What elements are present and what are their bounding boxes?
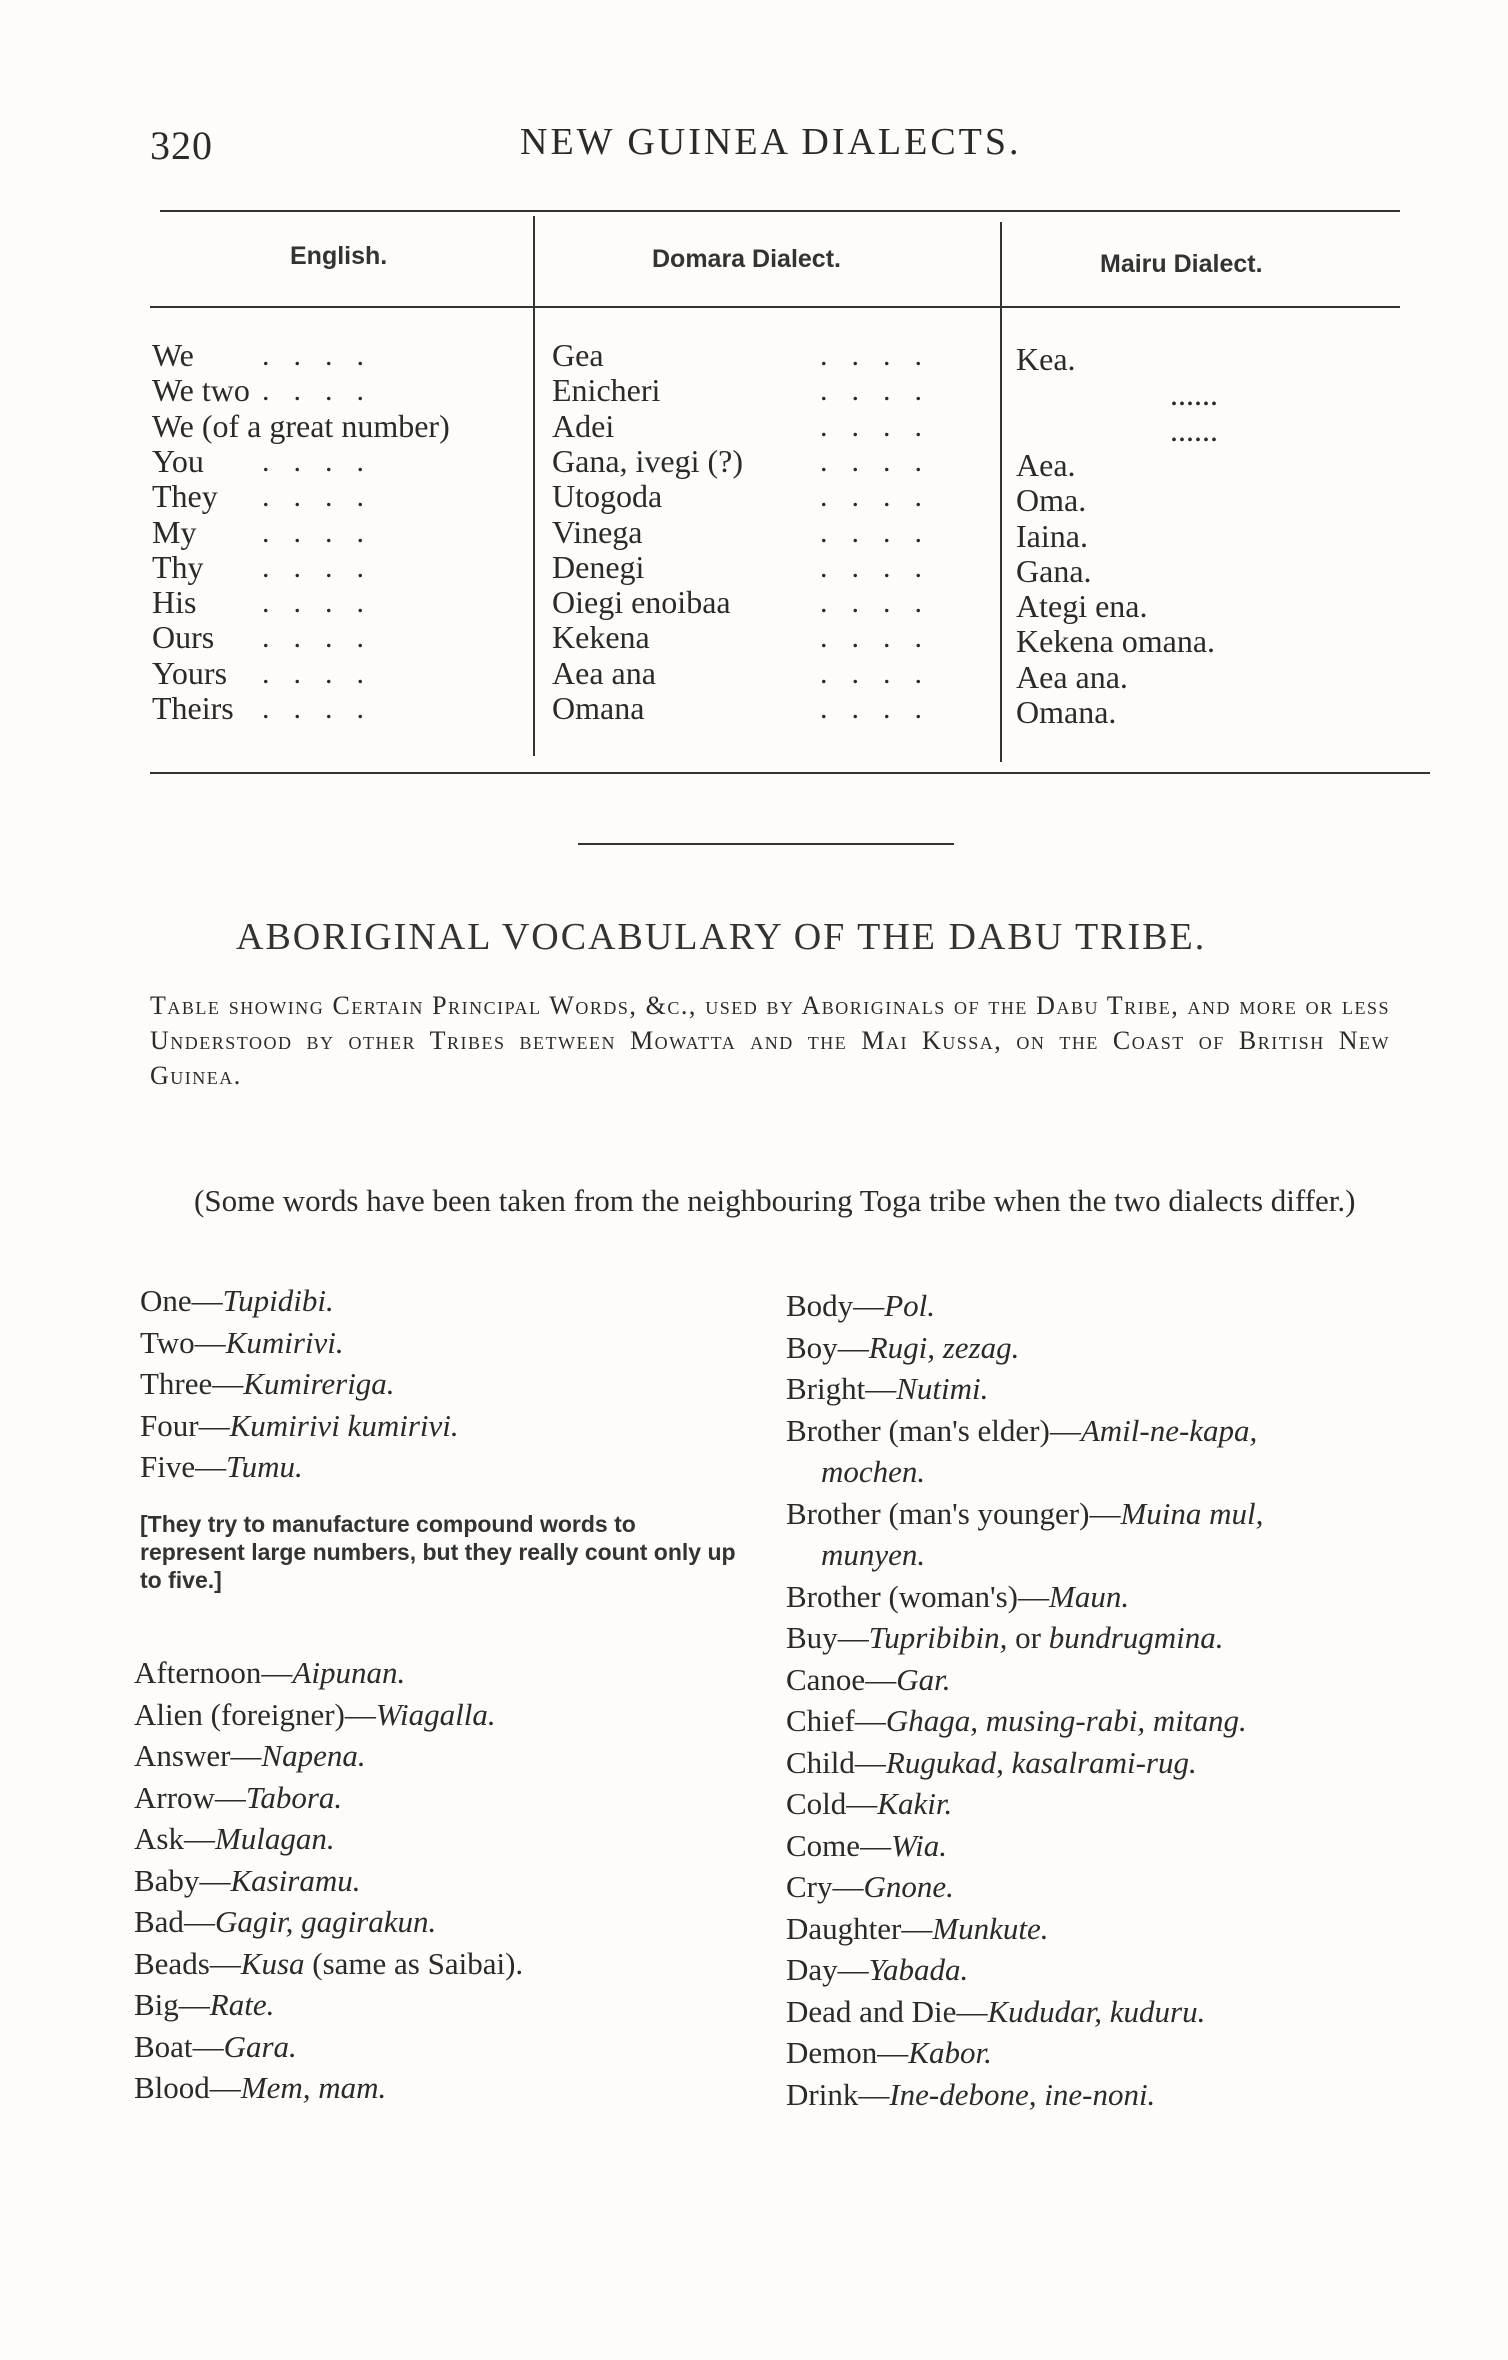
vocab-native: Wiagalla. — [375, 1696, 496, 1732]
page-number: 320 — [150, 123, 213, 168]
domara-word: Adei — [552, 407, 615, 444]
domara-word: Denegi — [552, 548, 645, 585]
leader-dots: .... — [262, 339, 388, 372]
english-word: They — [152, 478, 218, 515]
vocab-native: Kasiramu. — [230, 1862, 361, 1898]
vocab-word: Chief — [786, 1703, 855, 1738]
vocab-entry: Bad—Gagir, gagirakun. — [134, 1904, 437, 1939]
numbers-note: [They try to manufacture compound words to represent large numbers, but they really count only up to five.] — [140, 1511, 736, 1593]
vocab-native: Gar. — [896, 1661, 951, 1697]
section-intro: Table showing Certain Principal Words, &c., used by Aboriginals of the Dabu Tribe, and more or less Understood by other Tribes between Mowatta and the Mai Kussa, on the Coast of British New Guinea. — [150, 991, 1390, 1090]
vocab-native: munyen. — [821, 1537, 926, 1572]
leader-dots: .... — [262, 480, 388, 514]
vocab-word: Dead and Die — [786, 1993, 957, 2029]
mairu-word: ...... — [1170, 376, 1218, 413]
vocab-right-list — [786, 1285, 1406, 2115]
vocab-entry: Cry—Gnone. — [786, 1869, 954, 1904]
vocab-native: Gnone. — [863, 1869, 954, 1904]
table-column-divider — [533, 216, 535, 756]
english-word: You — [152, 442, 204, 479]
vocab-entry: Buy—Tupribibin, or bundrugmina. — [786, 1620, 1224, 1655]
vocab-native: Yabada. — [868, 1952, 969, 1987]
table-header-rule — [150, 306, 1400, 308]
vocab-entry: Canoe—Gar. — [786, 1661, 951, 1697]
vocab-word: Three — [140, 1366, 213, 1401]
mairu-word: Aea. — [1016, 446, 1076, 483]
vocab-native: Mulagan. — [214, 1821, 335, 1856]
vocab-entry: Answer—Napena. — [134, 1738, 366, 1773]
vocab-entry: Brother (man's younger)—Muina mul, — [786, 1495, 1264, 1531]
column-header-english: English. — [290, 242, 388, 270]
vocab-word: Demon — [786, 2035, 878, 2070]
mairu-word: Iaina. — [1016, 517, 1088, 554]
vocab-left-list — [134, 1652, 523, 2109]
english-word: We two — [152, 372, 250, 409]
vocab-entry: Daughter—Munkute. — [786, 1910, 1049, 1946]
vocab-native: Tupidibi. — [222, 1283, 334, 1318]
mairu-word: Kea. — [1016, 341, 1076, 377]
mairu-word: Omana. — [1016, 694, 1117, 730]
leader-dots: .... — [262, 550, 388, 584]
vocab-word: Cry — [786, 1869, 833, 1904]
english-word: Theirs — [152, 690, 234, 726]
english-word: We (of a great number) — [152, 407, 450, 444]
running-head: NEW GUINEA DIALECTS. — [520, 121, 1022, 163]
english-word: Thy — [152, 548, 204, 585]
leader-dots: .... — [262, 621, 388, 655]
leader-dots: .... — [820, 621, 946, 655]
mairu-word: ...... — [1170, 411, 1218, 448]
english-word: We — [152, 337, 194, 373]
english-word: His — [152, 584, 197, 621]
leader-dots: .... — [820, 515, 946, 549]
vocab-word: Four — [140, 1407, 199, 1443]
vocab-entry: Body—Pol. — [786, 1288, 935, 1323]
vocab-word: Alien (foreigner) — [134, 1696, 345, 1732]
vocab-entry: Brother (man's elder)—Amil-ne-kapa, — [786, 1412, 1258, 1448]
leader-dots: .... — [262, 656, 388, 690]
vocab-entry: Three—Kumireriga. — [140, 1366, 395, 1401]
vocab-word: Baby — [134, 1862, 200, 1898]
vocab-native: Nutimi. — [896, 1371, 989, 1406]
vocab-word: Big — [134, 1987, 179, 2022]
vocab-entry: Four—Kumirivi kumirivi. — [140, 1407, 459, 1443]
vocab-entry: Drink—Ine-debone, ine-noni. — [786, 2076, 1156, 2112]
vocab-entry: Blood—Mem, mam. — [134, 2070, 387, 2105]
vocab-entry: One—Tupidibi. — [140, 1283, 334, 1318]
vocab-native: Napena. — [261, 1738, 366, 1773]
domara-word: Oiegi enoibaa — [552, 584, 731, 621]
vocab-entry: Five—Tumu. — [140, 1449, 303, 1484]
vocab-word: Cold — [786, 1786, 847, 1821]
english-word: Ours — [152, 619, 215, 656]
leader-dots: .... — [820, 339, 946, 372]
table-column-divider — [1000, 222, 1002, 762]
vocab-native: Tabora. — [245, 1779, 343, 1815]
vocab-entry: Arrow—Tabora. — [134, 1779, 343, 1815]
mairu-word: Aea ana. — [1016, 658, 1128, 695]
leader-dots: .... — [820, 374, 946, 408]
vocab-native: Munkute. — [932, 1910, 1049, 1946]
domara-word: Omana — [552, 690, 645, 726]
vocab-entry: Come—Wia. — [786, 1827, 948, 1863]
leader-dots: .... — [820, 586, 946, 620]
vocab-word: Ask — [134, 1821, 184, 1856]
vocab-word: Answer — [134, 1738, 231, 1773]
vocab-native: Muina mul, — [1120, 1495, 1264, 1531]
vocab-native: Ine-debone, ine-noni. — [889, 2076, 1156, 2112]
vocab-native: Rugukad, kasalrami-rug. — [885, 1744, 1197, 1780]
vocab-word: Boy — [786, 1329, 838, 1365]
leader-dots: .... — [820, 409, 946, 443]
domara-word: Aea ana — [552, 654, 656, 691]
domara-word: Kekena — [552, 619, 650, 656]
section-divider — [578, 843, 954, 845]
vocab-native: Aipunan. — [292, 1655, 406, 1690]
vocab-word: Beads — [134, 1945, 210, 1981]
vocab-word: Canoe — [786, 1661, 866, 1697]
column-header-domara: Domara Dialect. — [652, 245, 841, 273]
vocab-native: Ghaga, musing-rabi, mitang. — [885, 1703, 1247, 1738]
leader-dots: .... — [820, 480, 946, 514]
vocab-entry: Ask—Mulagan. — [134, 1821, 335, 1856]
vocab-native: Pol. — [884, 1288, 935, 1323]
vocab-native: Gara. — [223, 2028, 297, 2064]
vocab-native: bundrugmina. — [1048, 1620, 1224, 1655]
vocab-native: Kududar, kuduru. — [987, 1993, 1206, 2029]
vocab-word: Child — [786, 1744, 855, 1780]
vocab-entry: Beads—Kusa (same as Saibai). — [134, 1945, 524, 1981]
vocab-native: Amil-ne-kapa, — [1080, 1412, 1258, 1448]
vocab-entry: Bright—Nutimi. — [786, 1371, 989, 1406]
vocab-entry: Afternoon—Aipunan. — [134, 1655, 406, 1690]
vocab-native: Kakir. — [877, 1786, 953, 1821]
vocab-word: Afternoon — [134, 1655, 262, 1690]
vocab-entry: Demon—Kabor. — [786, 2035, 992, 2070]
vocab-entry: Baby—Kasiramu. — [134, 1862, 361, 1898]
vocab-native: Maun. — [1049, 1578, 1130, 1614]
english-word: Yours — [152, 654, 228, 691]
mairu-word: Oma. — [1016, 482, 1087, 519]
vocab-word: Daughter — [786, 1910, 902, 1946]
english-word: My — [152, 513, 197, 550]
vocab-word: Arrow — [134, 1779, 215, 1815]
mairu-word: Kekena omana. — [1016, 623, 1216, 660]
vocab-word: Blood — [134, 2070, 210, 2105]
vocab-word: Bright — [786, 1371, 866, 1406]
vocab-word: Buy — [786, 1620, 838, 1655]
vocab-entry: Dead and Die—Kududar, kuduru. — [786, 1993, 1206, 2029]
leader-dots: .... — [820, 692, 946, 725]
leader-dots: .... — [262, 374, 388, 408]
table-bottom-rule — [150, 772, 1430, 774]
leader-dots: .... — [262, 692, 388, 725]
vocab-word: Body — [786, 1288, 854, 1323]
vocab-word: Drink — [786, 2076, 859, 2112]
vocab-native: Rate. — [209, 1987, 275, 2022]
column-header-mairu: Mairu Dialect. — [1100, 250, 1263, 278]
domara-word: Gea — [552, 337, 604, 373]
vocab-word: Brother (woman's) — [786, 1578, 1019, 1614]
vocab-native: Kumirivi. — [225, 1324, 344, 1360]
leader-dots: .... — [262, 444, 388, 478]
vocab-native: Tumu. — [226, 1449, 303, 1484]
section-note: (Some words have been taken from the neighbouring Toga tribe when the two dialects differ.) — [194, 1183, 1356, 1218]
vocab-entry: Child—Rugukad, kasalrami-rug. — [786, 1744, 1197, 1780]
mairu-word: Gana. — [1016, 552, 1092, 589]
vocab-entry: Boat—Gara. — [134, 2028, 297, 2064]
vocab-native: Kumireriga. — [243, 1366, 395, 1401]
vocab-entry: Big—Rate. — [134, 1987, 275, 2022]
table-top-rule — [160, 210, 1400, 212]
vocab-native: Wia. — [891, 1827, 948, 1863]
leader-dots: .... — [262, 586, 388, 620]
section-title: ABORIGINAL VOCABULARY OF THE DABU TRIBE. — [236, 916, 1207, 958]
vocab-continuation — [786, 1534, 1406, 1576]
domara-word: Enicheri — [552, 372, 661, 409]
vocab-word: Brother (man's younger) — [786, 1495, 1090, 1531]
vocab-entry: Two—Kumirivi. — [140, 1324, 344, 1360]
domara-word: Vinega — [552, 513, 643, 550]
vocab-native: Mem, mam. — [240, 2070, 387, 2105]
vocab-entry: Alien (foreigner)—Wiagalla. — [134, 1696, 496, 1732]
domara-word: Gana, ivegi (?) — [552, 442, 744, 479]
vocab-native: Kabor. — [908, 2035, 992, 2070]
vocab-word: Bad — [134, 1904, 184, 1939]
vocab-entry: Boy—Rugi, zezag. — [786, 1329, 1020, 1365]
vocab-word: Two — [140, 1324, 195, 1360]
leader-dots: .... — [820, 656, 946, 690]
leader-dots: .... — [820, 444, 946, 478]
vocab-word: Come — [786, 1827, 861, 1863]
vocab-native: Gagir, gagirakun. — [214, 1904, 437, 1939]
vocab-native: Rugi, zezag. — [868, 1329, 1020, 1365]
leader-dots: .... — [820, 550, 946, 584]
vocab-entry: Day—Yabada. — [786, 1952, 969, 1987]
vocab-entry: Brother (woman's)—Maun. — [786, 1578, 1130, 1614]
vocab-word: Day — [786, 1952, 838, 1987]
vocab-entry: Cold—Kakir. — [786, 1786, 953, 1821]
vocab-continuation — [786, 1451, 1406, 1493]
vocab-entry: Chief—Ghaga, musing-rabi, mitang. — [786, 1703, 1247, 1738]
mairu-word: Ategi ena. — [1016, 588, 1148, 625]
vocab-extra: (same as Saibai). — [304, 1945, 524, 1981]
vocab-native: Kusa — [240, 1945, 305, 1981]
leader-dots: .... — [262, 515, 388, 549]
vocab-native: Tupribibin, — [868, 1620, 1008, 1655]
vocab-word: Five — [140, 1449, 196, 1484]
vocab-native: mochen. — [821, 1454, 926, 1489]
vocab-extra: or — [1007, 1620, 1049, 1655]
vocab-word: Brother (man's elder) — [786, 1412, 1050, 1448]
vocab-word: One — [140, 1283, 192, 1318]
vocab-numbers-list — [140, 1280, 459, 1488]
vocab-word: Boat — [134, 2028, 193, 2064]
domara-word: Utogoda — [552, 478, 663, 515]
vocab-native: Kumirivi kumirivi. — [229, 1407, 459, 1443]
